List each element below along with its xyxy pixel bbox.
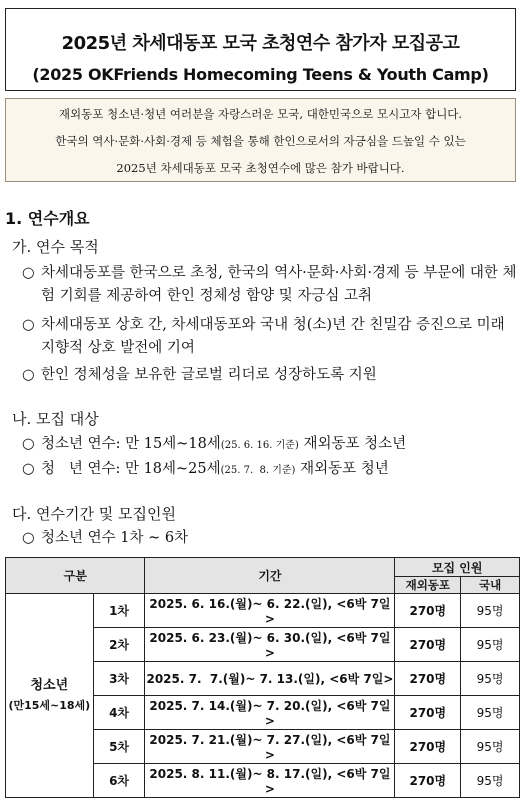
target-teen-group: 재외동포 청소년 [298,436,407,452]
group-cell [6,594,94,798]
bullet-icon: ○ [22,530,35,546]
target-youth-date: (25. 7. 8. 기준) [220,465,296,476]
target-heading: 나. 모집 대상 [12,410,99,428]
bullet-icon: ○ [22,461,35,477]
domestic-cell: 95명 [461,764,520,798]
group-label: 청소년 [30,677,69,693]
bullet-icon: ○ [22,367,35,383]
round-cell: 4차 [93,696,145,730]
table-row [6,594,520,628]
target-youth-age: 청 년 연수: 만 18세~25세 [41,461,221,477]
overseas-cell: 270명 [395,594,461,628]
bullet-icon: ○ [22,265,35,281]
overseas-cell: 270명 [395,628,461,662]
header-period: 기간 [145,558,395,594]
period-cell: 2025. 6. 23.(월)~ 6. 30.(일), <6박 7일> [145,628,395,662]
bullet-icon: ○ [22,317,35,333]
schedule-item [22,527,517,550]
group-age: (만15세~18세) [8,698,91,712]
page-title: 2025년 차세대동포 모국 초청연수 참가자 모집공고 [61,33,460,54]
domestic-cell: 95명 [461,730,520,764]
purpose-item-2 [22,314,517,360]
domestic-cell: 95명 [461,594,520,628]
target-youth [22,458,517,482]
header-recruit: 모집 인원 [395,558,520,577]
purpose-heading: 가. 연수 목적 [12,238,99,256]
overseas-cell: 270명 [395,764,461,798]
period-cell: 2025. 7. 7.(월)~ 7. 13.(일), <6박 7일> [145,662,395,696]
schedule-heading: 다. 연수기간 및 모집인원 [12,505,176,523]
overseas-cell: 270명 [395,730,461,764]
round-cell: 2차 [93,628,145,662]
overseas-cell: 270명 [395,696,461,730]
domestic-cell: 95명 [461,696,520,730]
target-teen [22,433,517,457]
period-cell: 2025. 7. 21.(월)~ 7. 27.(일), <6박 7일> [145,730,395,764]
schedule-item-text: 청소년 연수 1차 ~ 6차 [41,530,189,546]
bullet-icon: ○ [22,436,35,452]
section-heading: 1. 연수개요 [5,209,90,228]
round-cell: 6차 [93,764,145,798]
header-category: 구분 [6,558,145,594]
period-cell: 2025. 8. 11.(월)~ 8. 17.(일), <6박 7일> [145,764,395,798]
period-cell: 2025. 6. 16.(월)~ 6. 22.(일), <6박 7일> [145,594,395,628]
intro-line-2: 한국의 역사·문화·사회·경제 등 체험을 통해 한인으로서의 자긍심을 드높일 수 있는 [55,134,466,148]
target-youth-group: 재외동포 청년 [295,461,389,477]
page-subtitle: (2025 OKFriends Homecoming Teens & Youth Camp) [32,65,489,84]
purpose-item-1 [22,262,517,308]
overseas-cell: 270명 [395,662,461,696]
header-domestic: 국내 [461,577,520,594]
target-teen-age: 청소년 연수: 만 15세~18세 [41,436,221,452]
purpose-item-3 [22,364,517,387]
purpose-item-text: 차세대동포 상호 간, 차세대동포와 국내 청(소)년 간 친밀감 증진으로 미래 지향적 상호 발전에 기여 [41,317,505,356]
round-cell: 5차 [93,730,145,764]
intro-box [5,98,516,182]
purpose-item-text: 차세대동포를 한국으로 초청, 한국의 역사·문화·사회·경제 등 부문에 대한 체험 기회를 제공하여 한인 정체성 함양 및 자긍심 고취 [41,265,517,304]
intro-line-3: 2025년 차세대동포 모국 초청연수에 많은 참가 바랍니다. [116,161,405,175]
purpose-item-text: 한인 정체성을 보유한 글로벌 리더로 성장하도록 지원 [41,367,377,383]
domestic-cell: 95명 [461,628,520,662]
header-overseas: 재외동포 [395,577,461,594]
domestic-cell: 95명 [461,662,520,696]
round-cell: 1차 [93,594,145,628]
intro-line-1: 재외동포 청소년·청년 여러분을 자랑스러운 모국, 대한민국으로 모시고자 합니다. [58,107,463,121]
target-teen-date: (25. 6. 16. 기준) [220,440,299,451]
round-cell: 3차 [93,662,145,696]
title-box [5,8,516,91]
period-cell: 2025. 7. 14.(월)~ 7. 20.(일), <6박 7일> [145,696,395,730]
schedule-table [5,557,520,798]
